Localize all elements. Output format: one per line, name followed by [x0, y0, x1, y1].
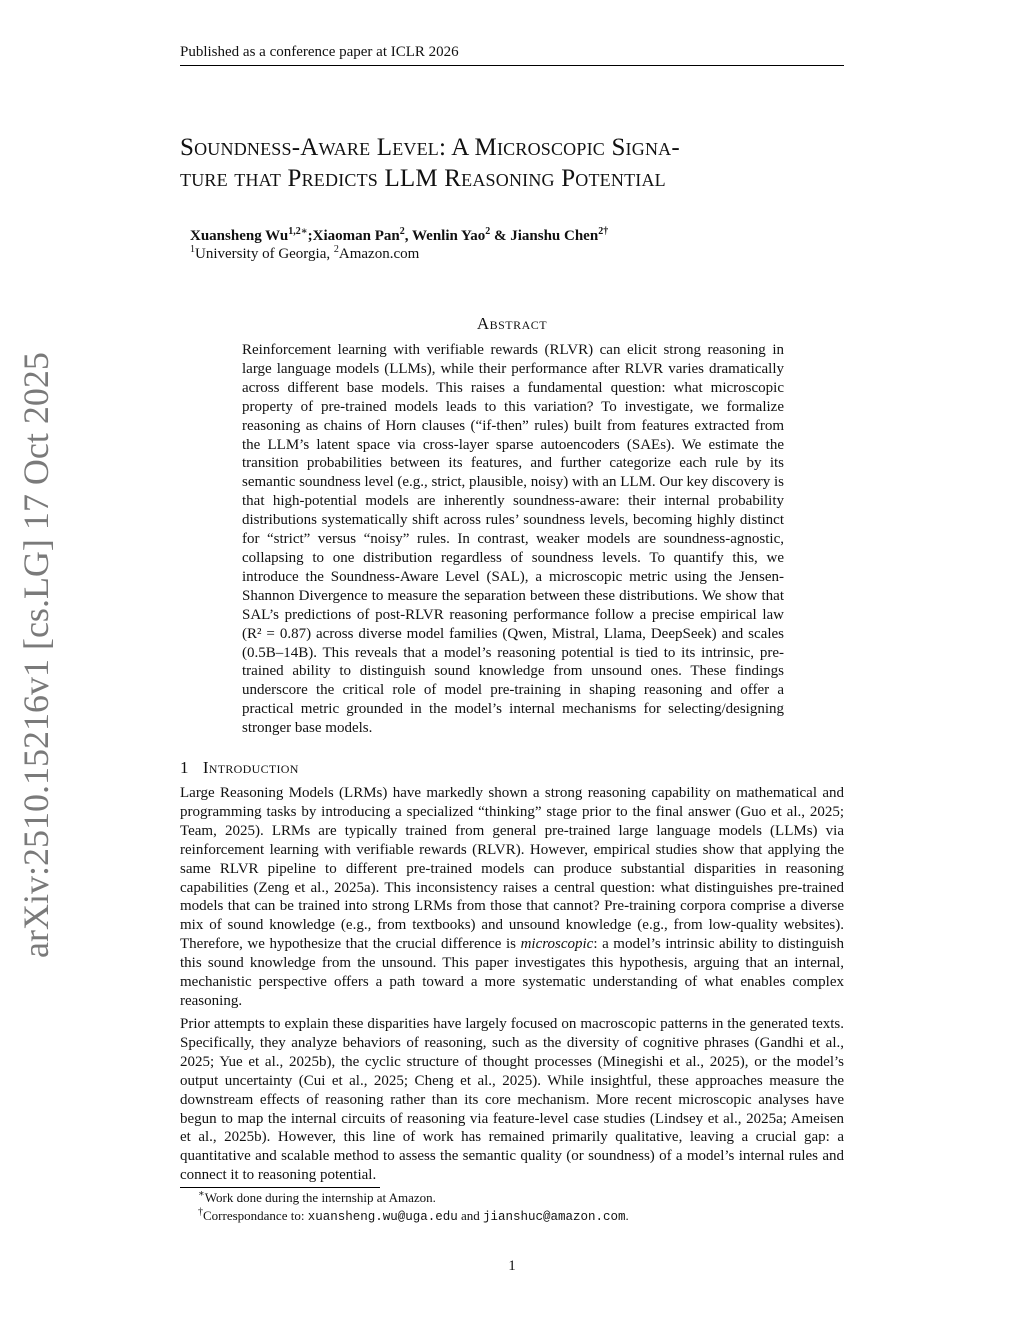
affil-sup: 2 [333, 244, 339, 255]
title-line-2: ture that Predicts LLM Reasoning Potential [180, 165, 666, 192]
intro-paragraph-1 [180, 784, 844, 1011]
author-separator: & [490, 228, 511, 244]
author-name: Xuansheng Wu [190, 228, 289, 244]
email-link[interactable]: jianshuc@amazon.com [483, 1210, 626, 1224]
footnote-text: Work done during the internship at Amazon. [204, 1190, 436, 1205]
title-line-1: Soundness-Aware Level: A Microscopic Signa- [180, 134, 680, 161]
abstract-body: Reinforcement learning with verifiable rewards (RLVR) can elicit strong reasoning in large language models (LLMs), while their performance after RLVR varies dramatically across different base models. This raises a fundamental question: what microscopic property of pre-trained models leads to this variation? To investigate, we formalize reasoning as chains of Horn clauses (“if-then” rules) built from features extracted from the LLM’s latent space via cross-layer sparse autoencoders (SAEs). We estimate the transition probabilities between its features, and further categorize each rule by its semantic soundness level (e.g., strict, plausible, noisy) with an LLM. Our key discovery is that high-potential models are inherently soundness-aware: their internal probability distributions systematically shift across rules’ soundness levels, becoming highly distinct for “strict” versus “noisy” rules. In contrast, weaker models are soundness-agnostic, collapsing to one distribution regardless of soundness levels. To quantify this, we introduce the Soundness-Aware Level (SAL), a microscopic metric using the Jensen-Shannon Divergence to measure the separation between these distributions. We show that SAL’s predictions of post-RLVR reasoning performance follow a precise empirical law (R² = 0.87) across diverse model families (Qwen, Mistral, Llama, DeepSeek) and scales (0.5B–14B). This reveals that a model’s reasoning potential is tied to its intrinsic, pre-trained ability to distinguish sound knowledge from unsound ones. These findings underscore the critical role of model pre-training in shaping reasoning and offer a practical metric grounded in the model’s internal mechanisms for selecting/designing stronger base models. [242, 342, 784, 737]
author-affil-sup: 2† [598, 226, 609, 237]
author-name: Xiaoman Pan [312, 228, 400, 244]
section-number: 1 [180, 758, 189, 777]
footnote-text: . [625, 1208, 629, 1223]
author-affil-sup: 2 [399, 226, 405, 237]
paper-title [180, 132, 850, 194]
footnote-2 [198, 1208, 629, 1224]
footnote-mark: † [198, 1206, 203, 1218]
affiliation-2: Amazon.com [338, 246, 420, 262]
footnote-1 [198, 1190, 436, 1206]
author-affil-sup: 1,2∗ [288, 226, 308, 237]
footnote-text: and [457, 1208, 484, 1223]
author-separator: ; [307, 228, 313, 244]
affil-sup: 1 [190, 244, 195, 255]
paragraph-text: Large Reasoning Models (LRMs) have markedly shown a strong reasoning capability on mathematical and programming tasks by introducing a specialized “thinking” stage prior to the final answer (Guo et al., 2025; Team, 2025). LRMs are typically trained from general pre-trained large language models (LLMs) via reinforcement learning with verifiable rewards (RLVR). However, empirical studies show that applying the same RLVR pipeline to different pre-trained models can produce substantial disparities in reasoning capabilities (Zeng et al., 2025a). This inconsistency raises a central question: what distinguishes pre-trained models that can be trained into strong LRMs from those that cannot? Pre-training corpora comprise a diverse mix of sound knowledge (e.g., from textbooks) and unsound knowledge (e.g., from low-quality websites). Therefore, we hypothesize that the crucial difference is [180, 785, 844, 953]
abstract-heading: Abstract [476, 314, 548, 333]
footnote-text: Correspondance to: [203, 1208, 308, 1223]
author-list [190, 228, 608, 245]
affiliation-1: University of Georgia, [195, 246, 334, 262]
page-number: 1 [508, 1258, 516, 1274]
email-link[interactable]: xuansheng.wu@uga.edu [307, 1210, 458, 1224]
author-name: Wenlin Yao [412, 228, 486, 244]
footnote-mark: ∗ [198, 1188, 205, 1200]
author-separator: , [404, 228, 412, 244]
paragraph-text: : a model’s intrinsic ability to distinguish this sound knowledge from the unsound. This paper investigates this hypothesis, arguing that an internal, mechanistic perspective offers a path toward a more systematic understanding of what enables complex reasoning. [180, 936, 844, 1009]
section-heading [180, 758, 299, 778]
author-name: Jianshu Chen [510, 228, 599, 244]
running-header: Published as a conference paper at ICLR 2026 [180, 44, 844, 66]
footnote-divider [180, 1187, 380, 1188]
section-title: Introduction [202, 758, 299, 777]
arxiv-stamp: arXiv:2510.15216v1 [cs.LG] 17 Oct 2025 [16, 352, 56, 958]
intro-paragraph-2: Prior attempts to explain these disparities have largely focused on macroscopic patterns in the generated texts. Specifically, they analyze behaviors of reasoning, such as the diversity of cognitive phrases (Gandhi et al., 2025; Yue et al., 2025b), the cyclic structure of thought processes (Minegishi et al., 2025), or the model’s output uncertainty (Cui et al., 2025; Cheng et al., 2025). While insightful, these approaches measure the downstream effects of reasoning rather than its core mechanism. More recent microscopic analyses have begun to map the internal circuits of reasoning via feature-level case studies (Lindsey et al., 2025a; Ameisen et al., 2025b). However, this line of work has remained primarily qualitative, leaving a crucial gap: a quantitative and scalable method to assess the semantic quality (or soundness) of a model’s internal rules and connect it to reasoning potential. [180, 1016, 844, 1184]
affiliations [190, 246, 419, 263]
emphasis-text: microscopic [520, 936, 594, 953]
author-affil-sup: 2 [485, 226, 491, 237]
